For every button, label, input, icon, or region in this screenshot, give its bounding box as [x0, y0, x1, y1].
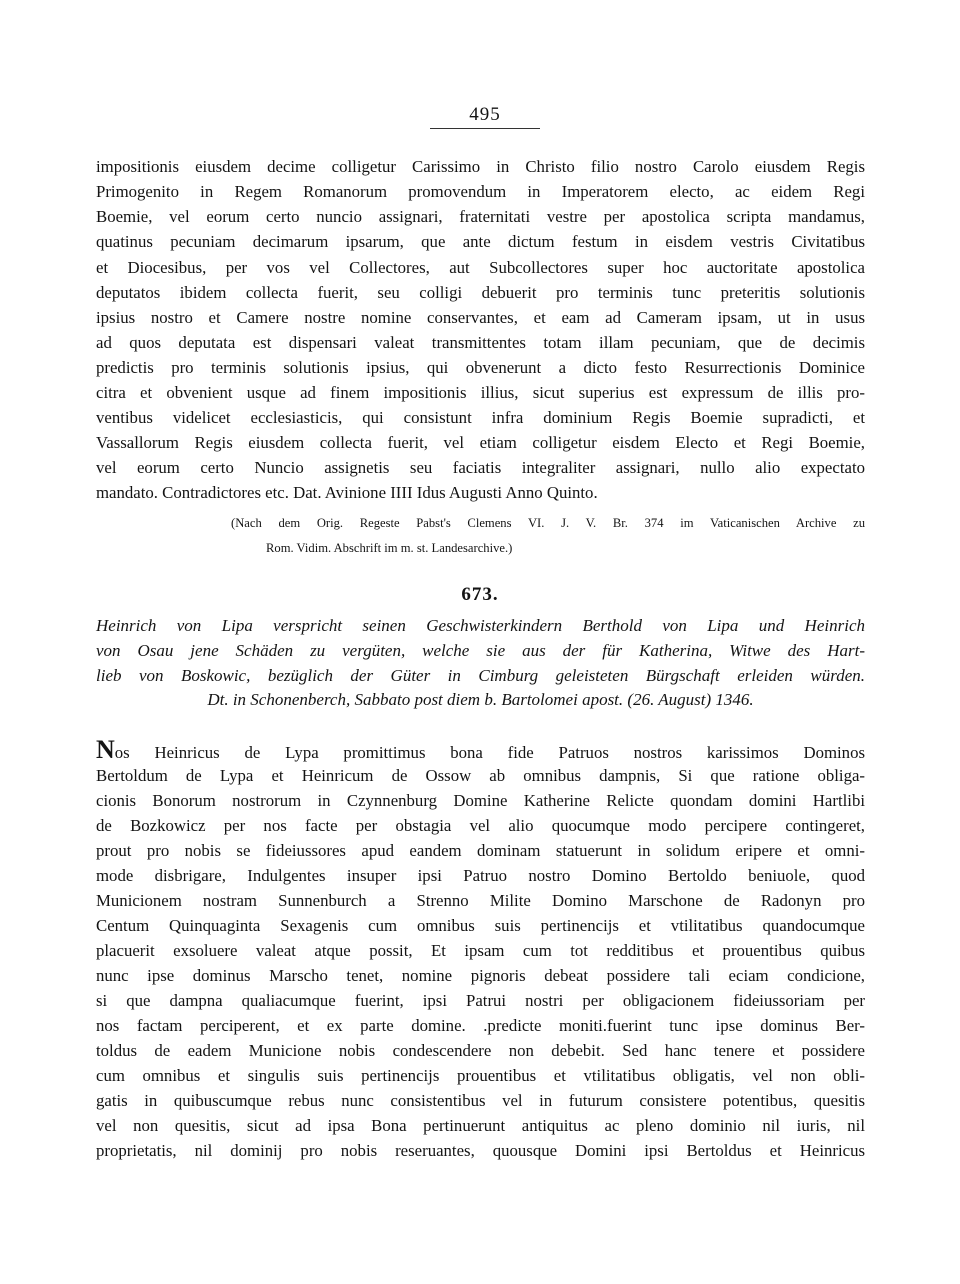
text-line: ad quos deputata est dispensari valeat transmittentes totam illam pecuniam, que de decimis [96, 333, 865, 352]
text-line: de Bozkowicz per nos facte per obstagia vel alio quocumque modo percipere contingeret, [96, 816, 865, 835]
text-line: ipsius nostro et Camere nostre nomine conservantes, et eam ad Cameram ipsam, ut in usus [96, 308, 865, 327]
text-line: impositionis eiusdem decime colligetur Carissimo in Christo filio nostro Carolo eiusdem Regis [96, 157, 865, 176]
text-line: Bertoldum de Lypa et Heinricum de Ossow ab omnibus dampnis, Si que ratione obliga- [96, 766, 865, 785]
text-line: cionis Bonorum nostrorum in Czynnenburg Domine Katherine Relicte quondam domini Hartlibi [96, 791, 865, 810]
text-line: ventibus videlicet ecclesiasticis, qui consistunt infra dominium Regis Boemie supradicti, et [96, 408, 865, 427]
text-line: Centum Quinquaginta Sexagenis cum omnibus suis pertinencijs et vtilitatibus quandocumque [96, 916, 865, 935]
summary-date-line: Dt. in Schonenberch, Sabbato post diem b. Bartolomei apost. (26. August) 1346. [207, 690, 754, 709]
document-number: 673. [461, 584, 499, 605]
page-number: 495 [469, 104, 501, 125]
body-first-line [96, 735, 865, 764]
body-first-line-text: os Heinricus de Lypa promittimus bona fide Patruos nostros karissimos Dominos [114, 743, 865, 762]
text-line: proprietatis, nil dominij pro nobis reseruantes, quousque Domini ipsi Bertoldus et Heinricus [96, 1141, 865, 1160]
text-line: Municionem nostram Sunnenburch a Strenno Milite Domino Marschone de Radonyn pro [96, 891, 865, 910]
text-line: vel eorum certo Nuncio assignetis seu faciatis integraliter assignari, nullo alio expectato [96, 458, 865, 477]
text-line: et Diocesibus, per vos vel Collectores, aut Subcollectores super hoc auctoritate apostolica [96, 258, 865, 277]
text-line: predictis pro terminis solutionis ipsius, qui obvenerunt a dicto festo Resurrectionis Dominice [96, 358, 865, 377]
text-line: mode disbrigare, Indulgentes insuper ipsi Patruo nostro Domino Bertoldo beniuole, quod [96, 866, 865, 885]
summary-line: Heinrich von Lipa verspricht seinen Geschwisterkindern Berthold von Lipa und Heinrich [96, 616, 865, 635]
text-line: deputatos ibidem collecta fuerit, seu colligi debuerit pro terminis tunc preteritis solutionis [96, 283, 865, 302]
text-line: placuerit exsoluere valeat atque possit, Et ipsam cum tot redditibus et prouentibus quibus [96, 941, 865, 960]
text-line: si que dampna qualiacumque fuerint, ipsi Patrui nostri per obligacionem fideiussoriam per [96, 991, 865, 1010]
text-line: quatinus pecuniam decimarum ipsarum, que ante dictum festum in eisdem vestris Civitatibus [96, 232, 865, 251]
text-line: vel non quesitis, sicut ad ipsa Bona pertinuerunt antiquitus ac pleno dominio nil iuris, nil [96, 1116, 865, 1135]
text-line: prout pro nobis se fideiussores apud eandem dominam statuerunt in solidum eripere et omni- [96, 841, 865, 860]
text-line: citra et obvenient usque ad finem impositionis illius, sicut superius est expressum de illis pro- [96, 383, 865, 402]
text-line: gatis in quibuscumque rebus nunc consistentibus vel in futurum consistere potentibus, quesitis [96, 1091, 865, 1110]
summary-line: von Osau jene Schäden zu vergüten, welche sie aus der für Katherina, Witwe des Hart- [96, 641, 865, 660]
text-line: toldus de eadem Municione nobis condescendere non debebit. Sed hanc tenere et possidere [96, 1041, 865, 1060]
text-line: Boemie, vel eorum certo nuncio assignari, fraternitati vestre per apostolica scripta mandamus, [96, 207, 865, 226]
source-note-line: (Nach dem Orig. Regeste Pabst's Clemens VI. J. V. Br. 374 im Vaticanischen Archive zu [231, 516, 865, 530]
page-number-rule [430, 128, 540, 129]
text-line: cum omnibus et singulis suis pertinencijs prouentibus et vtilitatibus obligatis, vel non obli- [96, 1066, 865, 1085]
summary-line: lieb von Boskowic, bezüglich der Güter in Cimburg geleisteten Bürgschaft erleiden würden. [96, 666, 865, 685]
text-line-last: mandato. Contradictores etc. Dat. Avinione IIII Idus Augusti Anno Quinto. [96, 483, 598, 502]
source-note-line: Rom. Vidim. Abschrift im m. st. Landesarchive.) [266, 541, 513, 555]
text-line: nos factam perciperent, et ex parte domine. .predicte moniti.fuerint tunc ipse dominus Ber- [96, 1016, 865, 1035]
text-line: Primogenito in Regem Romanorum promovendum in Imperatorem electo, ac eidem Regi [96, 182, 865, 201]
text-line: Vassallorum Regis eiusdem collecta fuerit, vel etiam colligetur eisdem Electo et Regi Boemie, [96, 433, 865, 452]
drop-initial: N [96, 735, 115, 764]
text-line: nunc ipse dominus Marscho tenet, nomine pignoris debeat possidere tali eciam condicione, [96, 966, 865, 985]
